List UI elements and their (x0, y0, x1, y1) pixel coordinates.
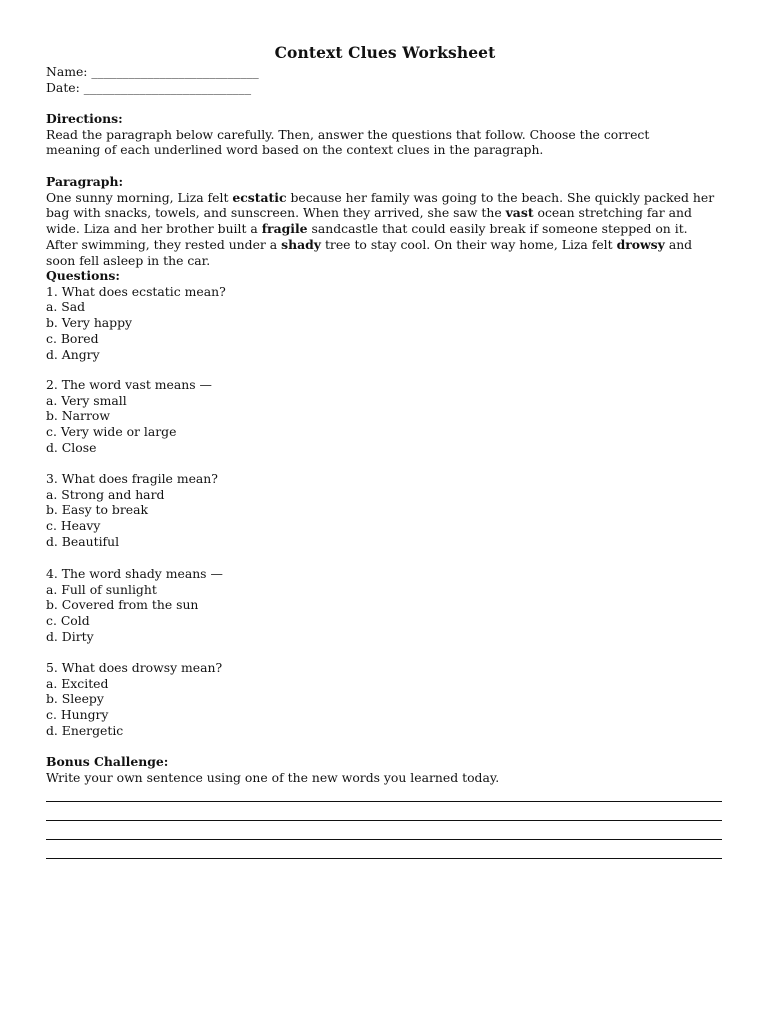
writing-line-2[interactable] (46, 820, 722, 821)
vocab-word: shady (281, 236, 321, 252)
question-block-4 (46, 566, 726, 645)
paragraph-section (46, 174, 726, 268)
option-4a[interactable]: a. Full of sunlight (46, 581, 157, 597)
vocab-word: vast (505, 205, 534, 221)
option-3d[interactable]: d. Beautiful (46, 533, 120, 549)
questions-section (46, 268, 726, 362)
option-5a[interactable]: a. Excited (46, 675, 109, 691)
option-2a[interactable]: a. Very small (46, 392, 127, 408)
date-field[interactable]: Date: ___________________________ (46, 80, 252, 95)
option-3b[interactable]: b. Easy to break (46, 502, 148, 518)
option-2d[interactable]: d. Close (46, 439, 97, 455)
question-5: 5. What does drowsy mean? (46, 660, 223, 675)
paragraph-label: Paragraph: (46, 174, 124, 189)
directions-section (46, 111, 726, 158)
paragraph-segment: One sunny morning, Liza felt (46, 189, 233, 205)
question-2: 2. The word vast means — (46, 377, 212, 392)
option-3c[interactable]: c. Heavy (46, 518, 101, 534)
option-3a[interactable]: a. Strong and hard (46, 486, 165, 502)
writing-line-4[interactable] (46, 858, 722, 859)
question-block-2 (46, 377, 726, 456)
bonus-label: Bonus Challenge: (46, 754, 169, 769)
option-5d[interactable]: d. Energetic (46, 722, 124, 738)
option-2b[interactable]: b. Narrow (46, 408, 110, 424)
writing-line-3[interactable] (46, 839, 722, 840)
paragraph-text (46, 190, 722, 269)
option-5c[interactable]: c. Hungry (46, 707, 109, 723)
question-block-5 (46, 660, 726, 739)
paragraph-segment: because her family was going to the beach. She quickly packed her bag with snacks, towels, and sunscreen. When they arrived, she saw the (46, 189, 715, 221)
paragraph-segment: ocean stretching far and wide. Liza and her brother built a (46, 205, 692, 237)
question-4: 4. The word shady means — (46, 566, 223, 581)
option-1d[interactable]: d. Angry (46, 346, 100, 362)
directions-text: Read the paragraph below carefully. Then, answer the questions that follow. Choose the correct meaning of each underlined word based on the context clues in the paragraph. (46, 126, 650, 158)
option-1b[interactable]: b. Very happy (46, 315, 133, 331)
directions-label: Directions: (46, 111, 123, 126)
option-2c[interactable]: c. Very wide or large (46, 424, 177, 440)
questions-label: Questions: (46, 268, 120, 283)
question-block-1 (46, 284, 726, 363)
option-4d[interactable]: d. Dirty (46, 628, 94, 644)
writing-line-1[interactable] (46, 801, 722, 802)
bonus-text: Write your own sentence using one of the new words you learned today. (46, 769, 500, 785)
paragraph-segment: tree to stay cool. On their way home, Liza felt (321, 236, 617, 252)
option-4b[interactable]: b. Covered from the sun (46, 597, 199, 613)
vocab-word: fragile (261, 221, 308, 237)
name-field[interactable]: Name: ___________________________ (46, 64, 259, 79)
question-3: 3. What does fragile mean? (46, 471, 218, 486)
bonus-section (46, 754, 726, 785)
option-1c[interactable]: c. Bored (46, 330, 99, 346)
vocab-word: drowsy (616, 236, 665, 252)
paragraph-segment: sandcastle that could easily break if someone stepped on it. After swimming, they rested under a (46, 221, 688, 252)
paragraph-segment: and soon fell asleep in the car. (46, 236, 693, 268)
vocab-word: ecstatic (232, 189, 287, 205)
option-4c[interactable]: c. Cold (46, 613, 90, 629)
question-1: 1. What does ecstatic mean? (46, 283, 226, 299)
option-1a[interactable]: a. Sad (46, 299, 86, 315)
question-block-3 (46, 471, 726, 550)
option-5b[interactable]: b. Sleepy (46, 691, 104, 707)
page-title: Context Clues Worksheet (274, 43, 496, 62)
